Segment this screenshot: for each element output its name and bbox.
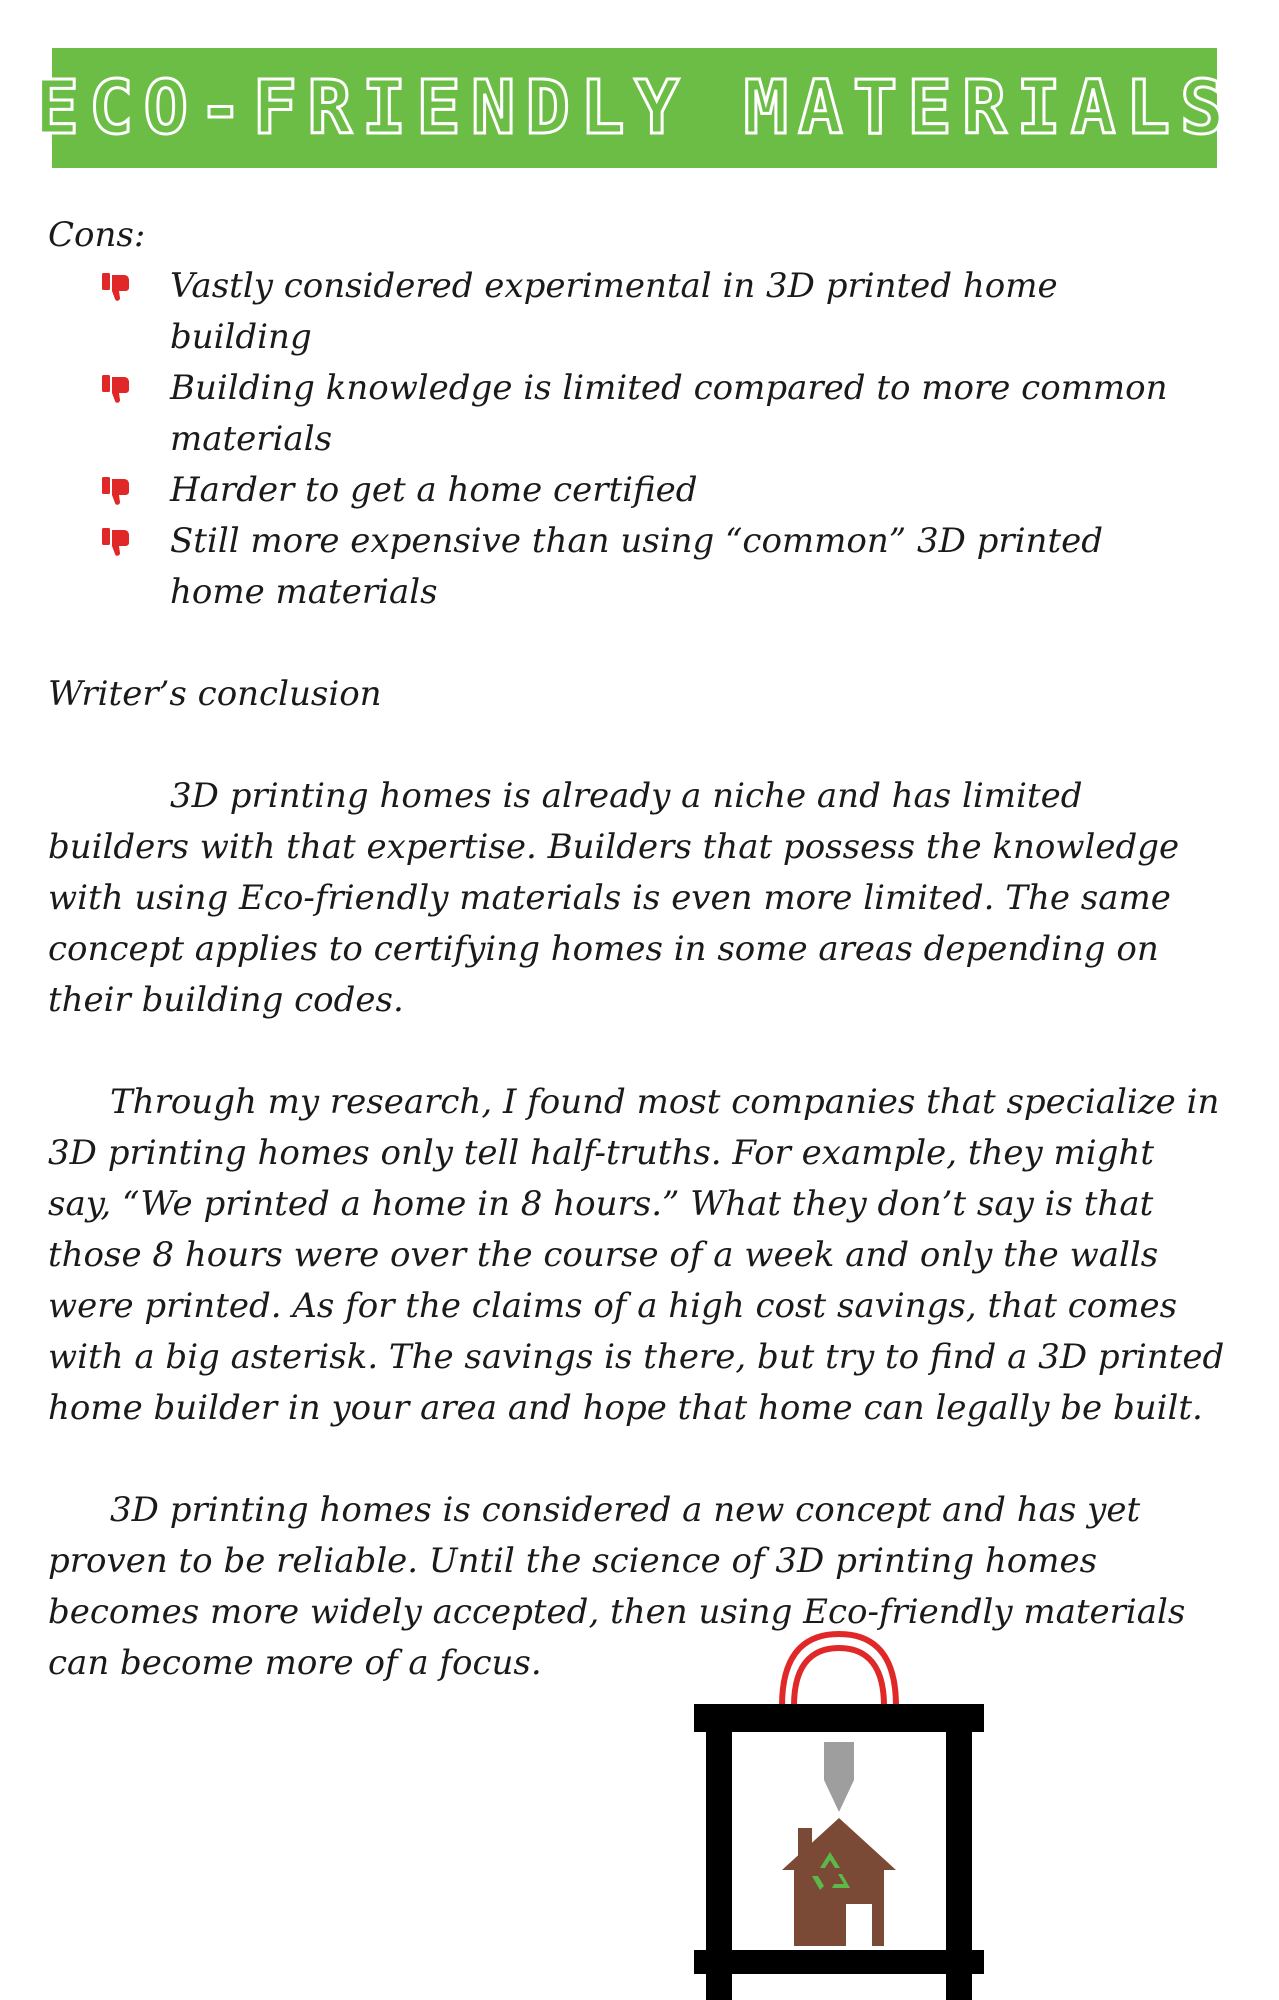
conclusion-paragraph: 3D printing homes is considered a new concept and has yet proven to be reliable. Until the science of 3D printing homes becomes more widely accepted, then using Eco-friendly materials can become more of a focus. [48, 1490, 1186, 1683]
thumbs-down-icon [100, 271, 132, 303]
cons-item-text: Building knowledge is limited compared to more common materials [170, 368, 1168, 459]
conclusion-paragraph: 3D printing homes is already a niche and has limited builders with that expertise. Builders that possess the knowledge with using Eco-friendly materials is even more limited. The same concept applies to certifying homes in some areas depending on their building codes. [48, 776, 1180, 1020]
cons-list [48, 261, 1228, 618]
cons-item-text: Vastly considered experimental in 3D printed home building [170, 266, 1058, 357]
page-title: ECO-FRIENDLY MATERIALS [34, 65, 1235, 151]
cons-label: Cons: [48, 215, 146, 255]
list-item [48, 465, 1228, 516]
conclusion-paragraph: Through my research, I found most companies that specialize in 3D printing homes only tell half-truths. For example, they might say, “We printed a home in 8 hours.” What they don’t say is that those 8 hours were over the course of a week and only the walls were printed. As for the claims of a high cost savings, that comes with a big asterisk. The savings is there, but try to find a 3D printed home builder in your area and hope that home can legally be built. [48, 1082, 1225, 1428]
document-body [48, 210, 1228, 1740]
thumbs-down-icon [100, 475, 132, 507]
3d-printer-house-icon [694, 1616, 984, 2000]
title-banner [34, 48, 1235, 168]
list-item [48, 363, 1228, 465]
thumbs-down-icon [100, 526, 132, 558]
list-item [48, 516, 1228, 618]
conclusion-heading: Writer’s conclusion [48, 674, 382, 714]
thumbs-down-icon [100, 373, 132, 405]
cons-item-text: Still more expensive than using “common” 3D printed home materials [170, 521, 1104, 612]
cons-item-text: Harder to get a home certified [170, 470, 698, 510]
list-item [48, 261, 1228, 363]
